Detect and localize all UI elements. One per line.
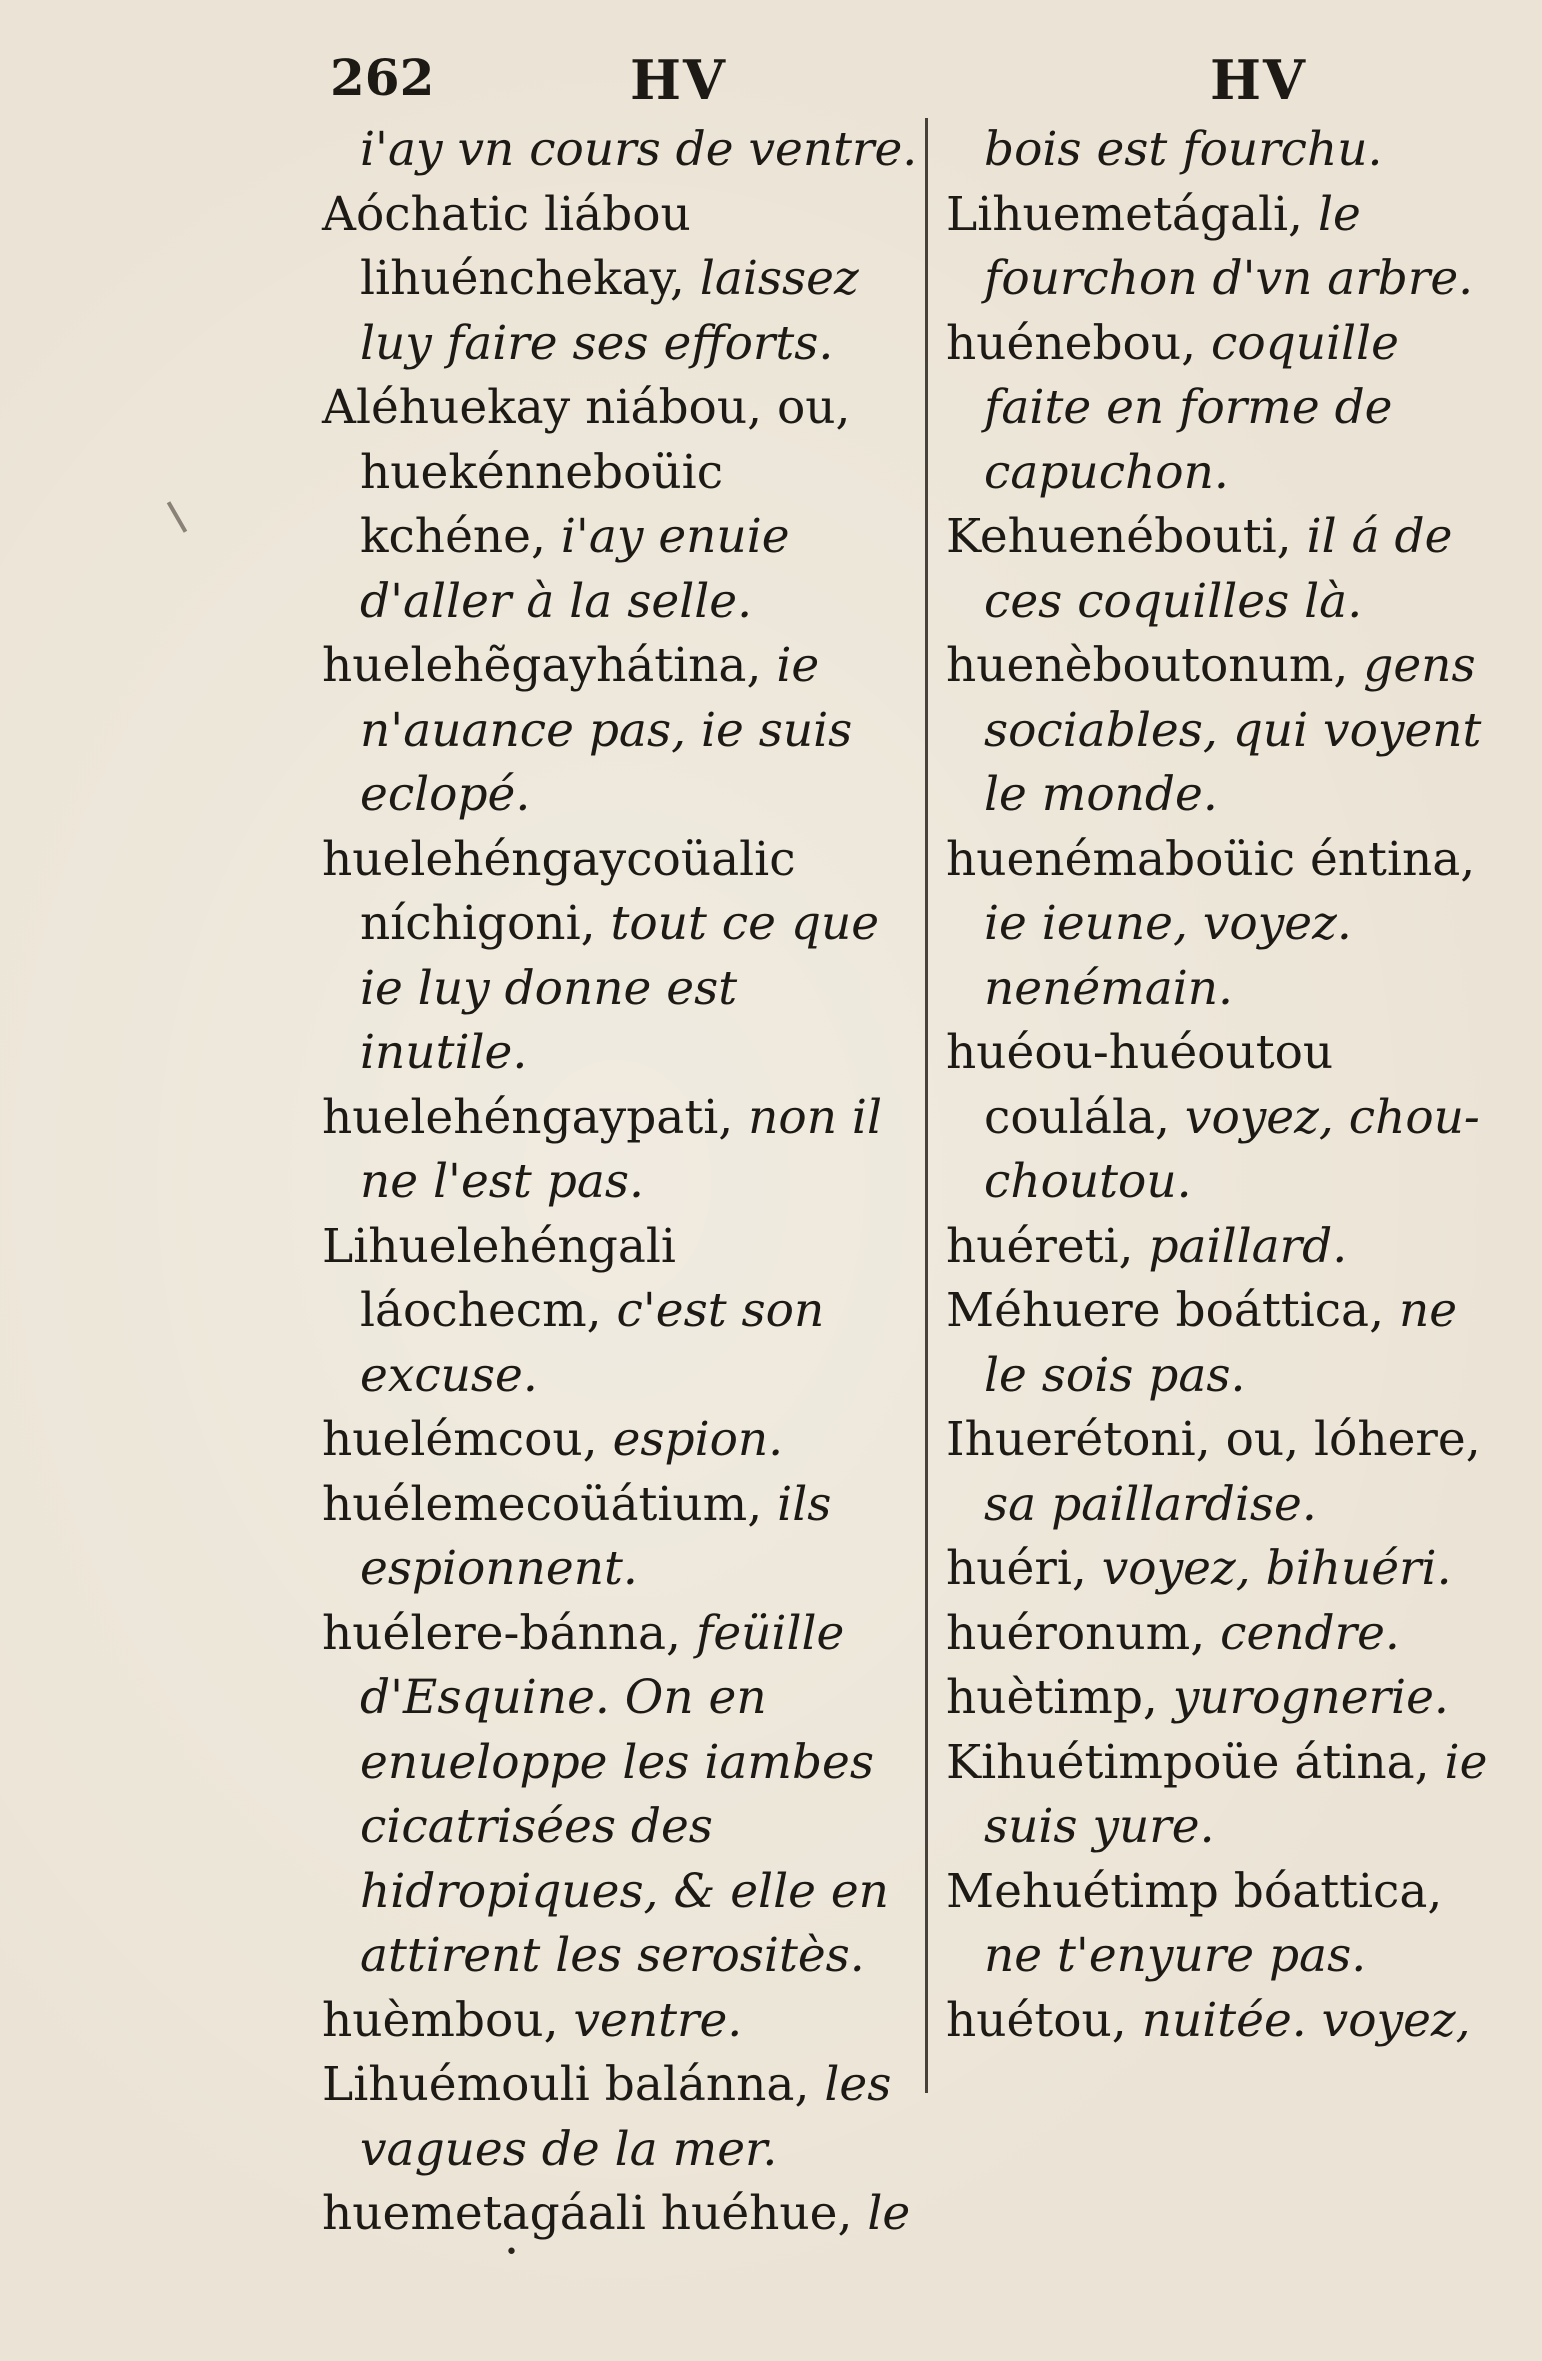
entry-gloss: ne t'enyure pas. (984, 1928, 1367, 1983)
entry-headword: huèmbou, (322, 1992, 559, 2048)
dictionary-entry (322, 1473, 918, 1602)
entry-gloss: ventre. (573, 1992, 743, 2048)
ink-speck: • (505, 2240, 518, 2265)
dictionary-entry (322, 1408, 918, 1473)
entry-gloss: voyez, bihuéri. (1101, 1541, 1452, 1596)
dictionary-entry (322, 2182, 918, 2247)
entry-gloss: i'ay enuie d'aller à la selle. (360, 509, 790, 629)
dictionary-entry (322, 634, 918, 828)
dictionary-entry (322, 2053, 918, 2182)
entry-headword: Lihuémouli balánna, (322, 2057, 810, 2112)
dictionary-entry (946, 1408, 1506, 1537)
dictionary-entry (322, 1086, 918, 1215)
entry-gloss: ie suis yure. (984, 1734, 1488, 1854)
entry-headword: Méhuere boáttica, (946, 1283, 1385, 1338)
entry-gloss: cendre. (1220, 1605, 1400, 1661)
entry-headword: Lihuelehéngali láochecm, (322, 1218, 676, 1338)
left-column (322, 118, 918, 2247)
entry-gloss: il á de ces coquilles là. (984, 509, 1453, 629)
entry-gloss: coquille faite en forme de capuchon. (984, 315, 1399, 500)
entry-gloss: paillard. (1148, 1218, 1348, 1274)
column-divider (925, 118, 928, 2093)
entry-gloss: c'est son excuse. (360, 1283, 825, 1403)
entry-headword: huètimp, (946, 1670, 1158, 1725)
entry-headword: huenèboutonum, (946, 638, 1349, 693)
entry-headword: huéreti, (946, 1218, 1134, 1274)
dictionary-entry (322, 828, 918, 1086)
dictionary-entry (946, 183, 1506, 312)
entry-gloss: les vagues de la mer. (360, 2057, 892, 2177)
entry-headword: huélere-bánna, (322, 1605, 681, 1661)
entry-headword: Kehuenébouti, (946, 509, 1292, 564)
entry-gloss: yurognerie. (1172, 1670, 1449, 1725)
entry-headword: huéou-huéoutou coulála, (946, 1025, 1334, 1145)
entry-gloss: bois est fourchu. (984, 122, 1383, 177)
dictionary-entry (946, 1731, 1506, 1860)
entry-gloss: nuitée. voyez, (1141, 1992, 1471, 2048)
dictionary-entry (946, 312, 1506, 506)
entry-headword: huélemecoüátium, (322, 1476, 763, 1532)
entry-gloss: non il ne l'est pas. (360, 1089, 882, 1209)
entry-gloss: gens sociables, qui voyent le monde. (984, 638, 1482, 822)
entry-headword: huelehéngaycoüalic níchigoni, (322, 831, 796, 951)
dictionary-entry (946, 1989, 1506, 2054)
entry-gloss: laissez luy faire ses efforts. (360, 251, 859, 371)
dictionary-entry (946, 1602, 1506, 1667)
entry-gloss: ne le sois pas. (984, 1283, 1458, 1403)
entry-headword: Lihuemetágali, (946, 186, 1303, 242)
dictionary-entry (946, 1215, 1506, 1280)
entry-gloss: feüille d'Esquine. On en enueloppe les iambes cicatrisées des hidropiques, & elle en attirent les serositès. (360, 1605, 889, 1983)
dictionary-entry (946, 1021, 1506, 1215)
entry-gloss: i'ay vn cours de ventre. (360, 122, 918, 177)
dictionary-entry (946, 1860, 1506, 1989)
entry-gloss: espion. (612, 1412, 784, 1467)
entry-headword: huénebou, (946, 315, 1197, 371)
dictionary-entry (322, 183, 918, 377)
entry-headword: Kihuétimpoüe átina, (946, 1734, 1430, 1790)
dictionary-entry (322, 1215, 918, 1409)
dictionary-entry (946, 505, 1506, 634)
entry-headword: Ihuerétoni, ou, lóhere, (946, 1412, 1481, 1467)
entry-gloss: tout ce que ie luy donne est inutile. (360, 896, 880, 1080)
entry-headword: huelehéngaypati, (322, 1089, 734, 1145)
entry-headword: Aóchatic liábou lihuénchekay, (322, 186, 691, 306)
dictionary-entry (322, 1989, 918, 2054)
entry-headword: huenémaboüic éntina, (946, 831, 1476, 887)
dictionary-entry (946, 1666, 1506, 1731)
dictionary-entry (946, 634, 1506, 828)
entry-gloss: sa paillardise. (984, 1476, 1317, 1532)
page-header (330, 48, 1330, 128)
entry-headword: Mehuétimp bóattica, (946, 1863, 1443, 1919)
page-number: 262 (330, 48, 435, 107)
dictionary-entry (322, 376, 918, 634)
running-head-right: HV (1210, 48, 1307, 112)
entry-gloss: ie ieune, voyez. nenémain. (984, 896, 1352, 1016)
entry-headword: Aléhuekay niábou, ou, huekénneboüic kchéne, (322, 380, 851, 564)
dictionary-entry (946, 1537, 1506, 1602)
entry-headword: huemetagáali huéhue, (322, 2186, 853, 2241)
entry-gloss: voyez, chou-choutou. (984, 1089, 1480, 1209)
entry-headword: huelehẽgayhátina, (322, 638, 762, 693)
running-head-left: HV (630, 48, 727, 112)
entry-gloss: le (867, 2186, 911, 2241)
entry-headword: huéronum, (946, 1605, 1206, 1661)
entry-headword: huéri, (946, 1541, 1087, 1596)
entry-gloss: ie n'auance pas, ie suis eclopé. (360, 638, 853, 822)
entry-gloss: ils espionnent. (360, 1476, 832, 1596)
right-column (946, 118, 1506, 2053)
dictionary-entry (322, 118, 918, 183)
dictionary-entry (946, 828, 1506, 1022)
entry-gloss: le fourchon d'vn arbre. (984, 186, 1474, 306)
dictionary-entry (946, 1279, 1506, 1408)
dictionary-entry (946, 118, 1506, 183)
margin-mark (167, 501, 187, 532)
dictionary-entry (322, 1602, 918, 1989)
entry-headword: huétou, (946, 1992, 1127, 2048)
entry-headword: huelémcou, (322, 1412, 598, 1467)
